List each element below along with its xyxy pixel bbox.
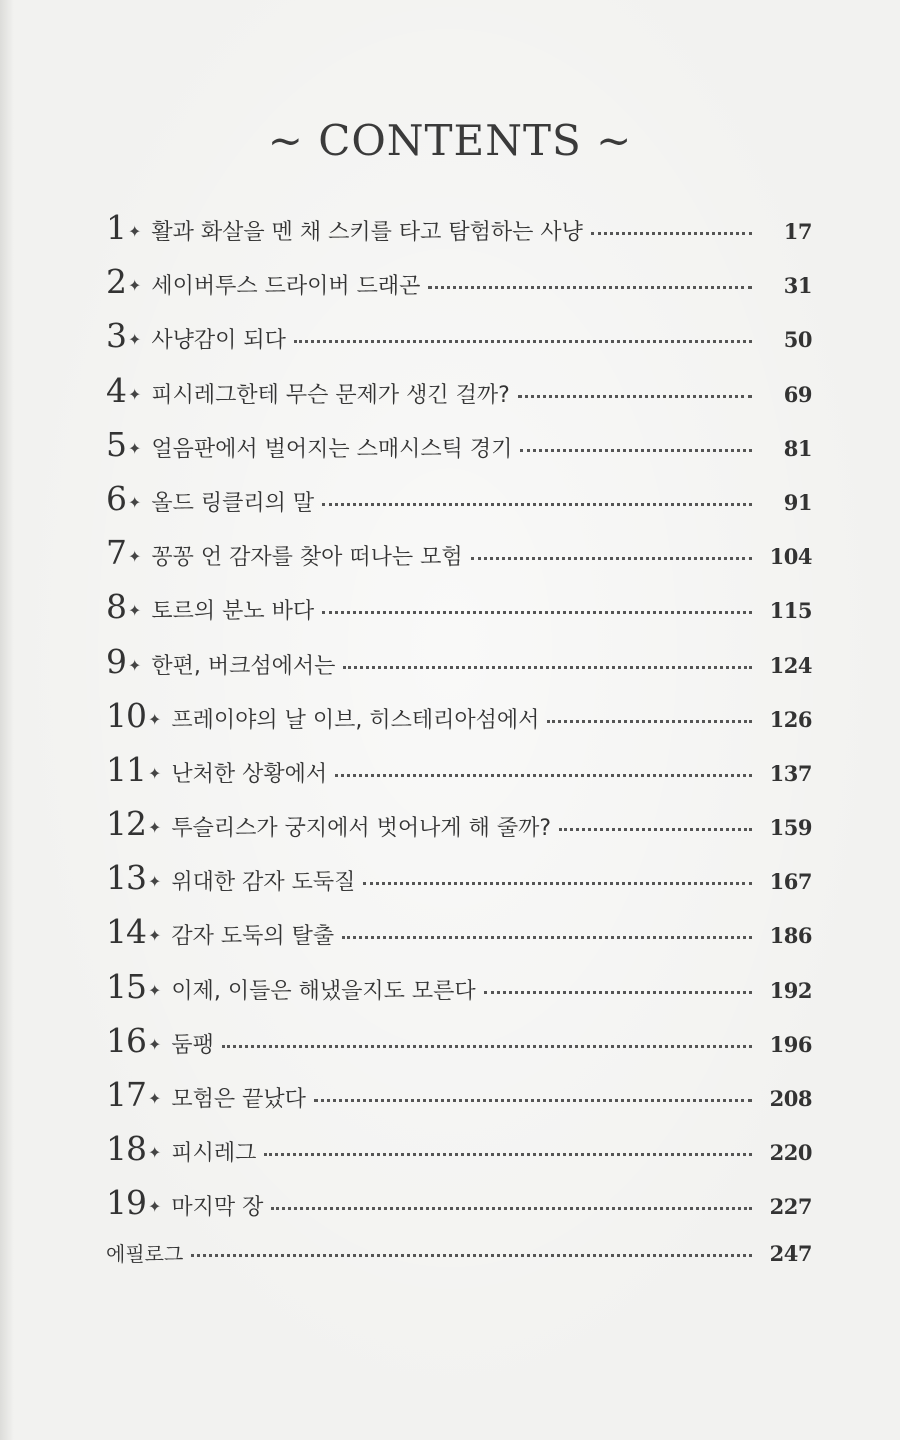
chapter-number: 12 [106, 804, 146, 844]
chapter-title: 위대한 감자 도둑질 [171, 870, 356, 896]
toc-entry [106, 208, 812, 262]
page-number: 186 [769, 923, 812, 949]
page-edge-shadow [0, 0, 14, 1440]
toc-entry [106, 642, 812, 696]
chapter-number: 10 [106, 695, 146, 735]
page-number: 50 [783, 327, 812, 353]
dot-leader [471, 557, 752, 560]
dot-leader [363, 882, 752, 885]
chapter-ornament-icon: ✦ [128, 438, 142, 458]
dot-leader [484, 991, 752, 994]
page-number: 81 [783, 435, 812, 461]
chapter-ornament-icon: ✦ [128, 601, 142, 621]
dot-leader [518, 395, 752, 398]
chapter-title: 감자 도둑의 탈출 [171, 924, 335, 950]
page-number: 91 [783, 489, 812, 515]
chapter-number: 3 [106, 316, 126, 356]
chapter-title: 얼음판에서 벌어지는 스매시스틱 경기 [151, 436, 513, 462]
chapter-ornament-icon: ✦ [128, 330, 142, 350]
chapter-ornament-icon: ✦ [148, 1089, 162, 1108]
chapter-ornament-icon: ✦ [128, 222, 142, 241]
dot-leader [314, 1099, 752, 1102]
toc-entry [106, 1021, 812, 1075]
chapter-number: 15 [106, 966, 146, 1006]
page-number: 104 [769, 544, 812, 570]
chapter-title: 난처한 상황에서 [171, 761, 328, 787]
chapter-ornament-icon: ✦ [148, 818, 162, 838]
chapter-number: 16 [106, 1020, 146, 1060]
chapter-ornament-icon: ✦ [128, 492, 142, 512]
dot-leader [342, 936, 752, 939]
page-number: 126 [769, 706, 812, 732]
chapter-number: 14 [106, 912, 146, 952]
toc-entry [106, 858, 812, 912]
page-number: 208 [769, 1086, 812, 1111]
chapter-title: 모험은 끝났다 [171, 1087, 306, 1112]
dot-leader [547, 720, 752, 723]
chapter-number: 4 [106, 370, 126, 410]
chapter-ornament-icon: ✦ [128, 547, 142, 567]
page-number: 159 [769, 815, 812, 841]
toc-entry [106, 371, 812, 425]
chapter-ornament-icon: ✦ [148, 926, 162, 946]
page-number: 17 [783, 219, 812, 244]
page-number: 192 [769, 977, 812, 1003]
toc-entry [106, 696, 812, 750]
toc-entry [106, 425, 812, 479]
chapter-ornament-icon: ✦ [148, 1197, 162, 1217]
chapter-title: 사냥감이 되다 [151, 328, 286, 354]
chapter-ornament-icon: ✦ [128, 655, 142, 675]
chapter-number: 2 [106, 262, 126, 302]
contents-title: ~ CONTENTS ~ [267, 116, 633, 165]
toc-entry [106, 1075, 812, 1129]
page-number: 69 [783, 381, 812, 407]
chapter-ornament-icon: ✦ [148, 980, 162, 1000]
dot-leader [294, 340, 752, 343]
dot-leader [343, 666, 752, 669]
toc-entry [106, 262, 812, 316]
toc-entry-epilogue [106, 1238, 812, 1292]
chapter-title: 마지막 장 [171, 1195, 264, 1221]
dot-leader [520, 449, 752, 452]
page-number: 124 [769, 652, 812, 678]
chapter-ornament-icon: ✦ [128, 384, 142, 404]
toc-entry [106, 587, 812, 641]
dot-leader [191, 1254, 752, 1257]
chapter-title: 피시레그한테 무슨 문제가 생긴 걸까? [151, 382, 510, 408]
toc-entry [106, 479, 812, 533]
chapter-title: 올드 링클리의 말 [151, 490, 315, 516]
chapter-title: 프레이야의 날 이브, 히스테리아섬에서 [171, 707, 540, 733]
dot-leader [428, 286, 752, 289]
page-number: 247 [769, 1240, 812, 1266]
chapter-number: 11 [106, 749, 146, 789]
page-number: 137 [769, 760, 812, 786]
chapter-number: 13 [106, 858, 146, 898]
page-number: 167 [769, 869, 812, 895]
chapter-title: 한편, 버크섬에서는 [151, 653, 336, 679]
chapter-ornament-icon: ✦ [148, 1034, 162, 1054]
chapter-title: 세이버투스 드라이버 드래곤 [151, 274, 421, 300]
chapter-number: 5 [106, 424, 126, 464]
toc-entry [106, 1183, 812, 1237]
page-number: 31 [783, 273, 812, 299]
dot-leader [271, 1207, 752, 1210]
dot-leader [264, 1153, 752, 1156]
chapter-number: 9 [106, 641, 126, 681]
dot-leader [591, 232, 752, 235]
chapter-title: 이제, 이들은 해냈을지도 모른다 [171, 978, 476, 1004]
chapter-title: 피시레그 [171, 1141, 257, 1167]
chapter-number: 6 [106, 478, 126, 518]
chapter-ornament-icon: ✦ [148, 1143, 162, 1163]
page-number: 196 [769, 1031, 812, 1057]
chapter-number: 17 [106, 1075, 146, 1114]
page-number: 220 [769, 1140, 812, 1166]
toc-entry [106, 1129, 812, 1183]
chapter-title: 둠팽 [171, 1032, 214, 1058]
chapter-title: 토르의 분노 바다 [151, 599, 315, 625]
dot-leader [322, 503, 752, 506]
chapter-number: 7 [106, 533, 126, 573]
chapter-number: 18 [106, 1129, 146, 1169]
chapter-number: 8 [106, 587, 126, 627]
chapter-number: 19 [106, 1183, 146, 1223]
chapter-ornament-icon: ✦ [148, 709, 162, 729]
chapter-ornament-icon: ✦ [148, 872, 162, 892]
toc-entry [106, 750, 812, 804]
dot-leader [222, 1045, 752, 1048]
page-number: 115 [769, 598, 812, 624]
chapter-ornament-icon: ✦ [128, 276, 142, 296]
toc-entry [106, 316, 812, 370]
toc-entry [106, 533, 812, 587]
page-number: 227 [769, 1194, 812, 1220]
dot-leader [322, 611, 752, 614]
dot-leader [559, 828, 752, 831]
table-of-contents [106, 208, 812, 1292]
toc-entry [106, 912, 812, 966]
chapter-number: 1 [106, 208, 126, 247]
chapter-title: 투슬리스가 궁지에서 벗어나게 해 줄까? [171, 816, 552, 842]
chapter-ornament-icon: ✦ [148, 763, 162, 783]
toc-entry [106, 967, 812, 1021]
chapter-title: 활과 화살을 멘 채 스키를 타고 탐험하는 사냥 [151, 220, 583, 245]
dot-leader [335, 774, 752, 777]
toc-entry [106, 804, 812, 858]
epilogue-title: 에필로그 [106, 1241, 184, 1266]
chapter-title: 꽁꽁 언 감자를 찾아 떠나는 모험 [151, 545, 463, 571]
